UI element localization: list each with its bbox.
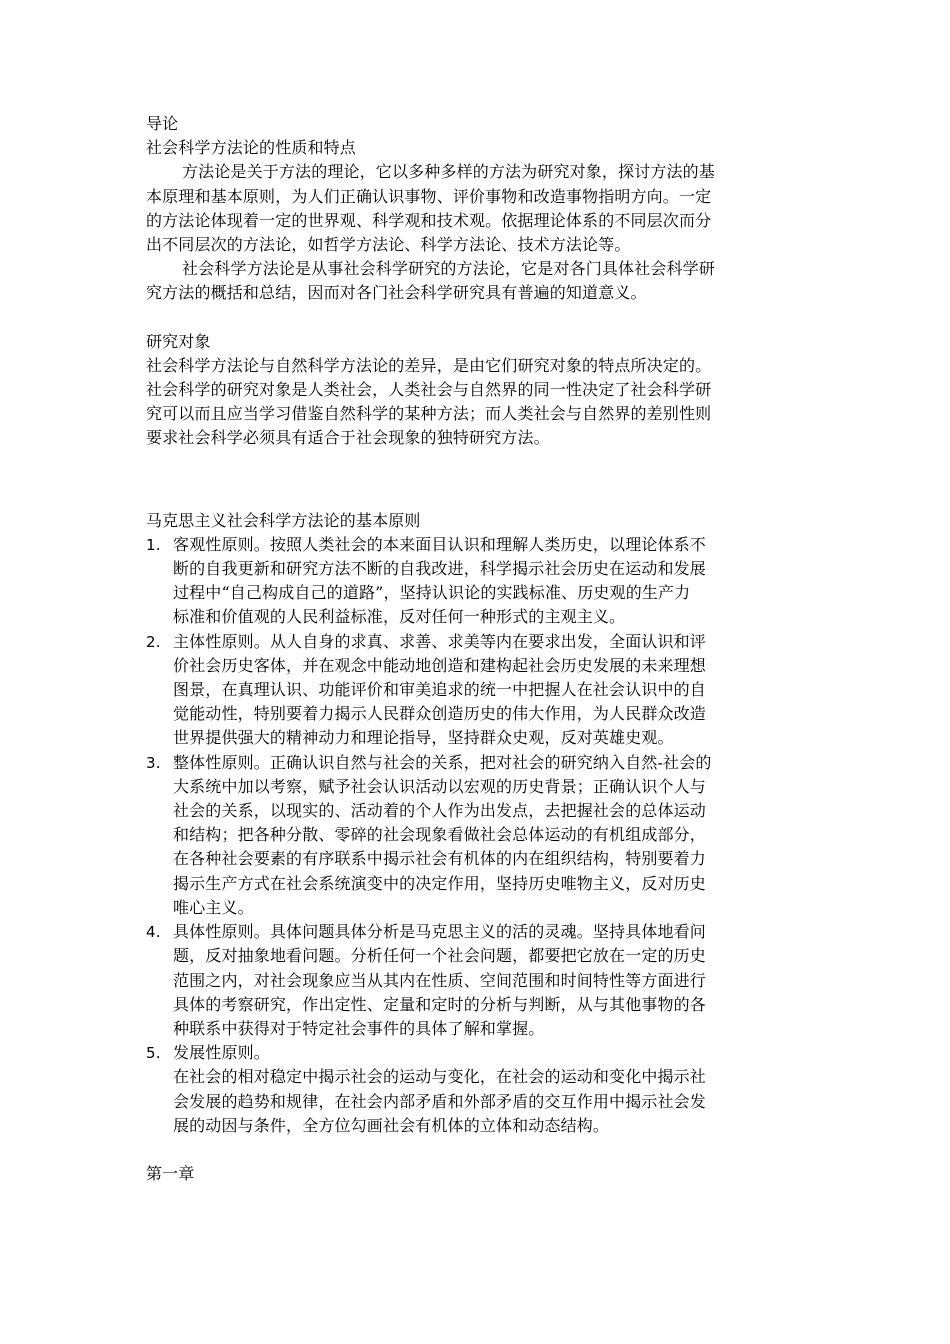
list-item-line: 揭示生产方式在社会系统演变中的决定作用，坚持历史唯物主义，反对历史 [173, 873, 706, 893]
paragraph-line: 出不同层次的方法论，如哲学方法论、科学方法论、技术方法论等。 [146, 235, 631, 255]
list-item-line: 断的自我更新和研究方法不断的自我改进，科学揭示社会历史在运动和发展 [173, 559, 706, 579]
list-item-line: 在社会的相对稳定中揭示社会的运动与变化，在社会的运动和变化中揭示社 [173, 1067, 706, 1087]
list-item-line: 会发展的趋势和规律，在社会内部矛盾和外部矛盾的交互作用中揭示社会发 [173, 1091, 706, 1111]
document-page [146, 112, 814, 1186]
list-item-line: 在各种社会要素的有序联系中揭示社会有机体的内在组织结构，特别要着力 [173, 849, 706, 869]
list-item-line: 社会的关系，以现实的、活动着的个人作为出发点，去把握社会的总体运动 [173, 801, 706, 821]
list-item-line: 范围之内，对社会现象应当从其内在性质、空间范围和时间特性等方面进行 [173, 970, 706, 990]
list-item [146, 1041, 814, 1138]
paragraph-line: 究方法的概括和总结，因而对各门社会科学研究具有普遍的知道意义。 [146, 283, 647, 303]
intro-paragraph-2 [146, 257, 814, 305]
list-item-line: 过程中“自己构成自己的道路”，坚持认识论的实践标准、历史观的生产力 [173, 583, 691, 603]
research-object-paragraph [146, 354, 814, 451]
section-subtitle-nature: 社会科学方法论的性质和特点 [146, 138, 356, 158]
list-item-line: 大系统中加以考察，赋予社会认识活动以宏观的历史背景；正确认识个人与 [173, 776, 706, 796]
paragraph-line: 社会科学的研究对象是人类社会，人类社会与自然界的同一性决定了社会科学研 [146, 380, 712, 400]
list-number: 3. [146, 753, 161, 772]
list-item-line: 题，反对抽象地看问题。分析任何一个社会问题，都要把它放在一定的历史 [173, 946, 706, 966]
list-item-line: 展的动因与条件，全方位勾画社会有机体的立体和动态结构。 [173, 1115, 610, 1135]
list-number: 5. [146, 1044, 161, 1063]
section-title-principles: 马克思主义社会科学方法论的基本原则 [146, 510, 421, 530]
section-title-research-object: 研究对象 [146, 331, 211, 351]
list-item [146, 533, 814, 630]
principles-list [146, 533, 814, 1138]
list-item-line: 标准和价值观的人民利益标准，反对任何一种形式的主观主义。 [173, 607, 626, 627]
list-number: 1. [146, 535, 161, 554]
section-title-intro: 导论 [146, 114, 179, 133]
list-item-line: 觉能动性，特别要着力揭示人民群众创造历史的伟大作用，为人民群众改造 [173, 704, 706, 724]
list-item-line: 种联系中获得对于特定社会事件的具体了解和掌握。 [173, 1018, 545, 1038]
list-number: 2. [146, 632, 161, 651]
list-item-line: 世界提供强大的精神动力和理论指导，坚持群众史观，反对英雄史观。 [173, 728, 674, 748]
paragraph-line: 要求社会科学必须具有适合于社会现象的独特研究方法。 [146, 428, 550, 448]
paragraph-line: 本原理和基本原则，为人们正确认识事物、评价事物和改造事物指明方向。一定 [146, 186, 712, 206]
list-number: 4. [146, 923, 161, 942]
list-item-line: 具体的考察研究，作出定性、定量和定时的分析与判断，从与其他事物的各 [173, 994, 706, 1014]
list-item-line: 发展性原则。 [173, 1043, 270, 1063]
list-item-line: 客观性原则。按照人类社会的本来面目认识和理解人类历史，以理论体系不 [173, 534, 706, 554]
list-item-line: 具体性原则。具体问题具体分析是马克思主义的活的灵魂。坚持具体地看问 [173, 922, 706, 942]
list-item [146, 630, 814, 751]
paragraph-line: 究可以而且应当学习借鉴自然科学的某种方法；而人类社会与自然界的差别性则 [146, 404, 712, 424]
list-item-line: 主体性原则。从人自身的求真、求善、求美等内在要求出发，全面认识和评 [173, 631, 706, 651]
list-item-line: 唯心主义。 [173, 897, 254, 917]
paragraph-line: 方法论是关于方法的理论，它以多种多样的方法为研究对象，探讨方法的基 [182, 162, 715, 182]
list-item-line: 价社会历史客体，并在观念中能动地创造和建构起社会历史发展的未来理想 [173, 655, 706, 675]
intro-paragraph-1 [146, 160, 814, 257]
list-item [146, 920, 814, 1041]
list-item-line: 和结构；把各种分散、零碎的社会现象看做社会总体运动的有机组成部分， [173, 825, 706, 845]
paragraph-line: 的方法论体现着一定的世界观、科学观和技术观。依据理论体系的不同层次而分 [146, 210, 712, 230]
list-item-line: 图景，在真理认识、功能评价和审美追求的统一中把握人在社会认识中的自 [173, 680, 706, 700]
paragraph-line: 社会科学方法论与自然科学方法论的差异，是由它们研究对象的特点所决定的。 [146, 355, 712, 375]
paragraph-line: 社会科学方法论是从事社会科学研究的方法论，它是对各门具体社会科学研 [182, 259, 715, 279]
list-item-line: 整体性原则。正确认识自然与社会的关系，把对社会的研究纳入自然-社会的 [173, 752, 712, 772]
chapter-title: 第一章 [146, 1163, 195, 1183]
list-item [146, 751, 814, 920]
